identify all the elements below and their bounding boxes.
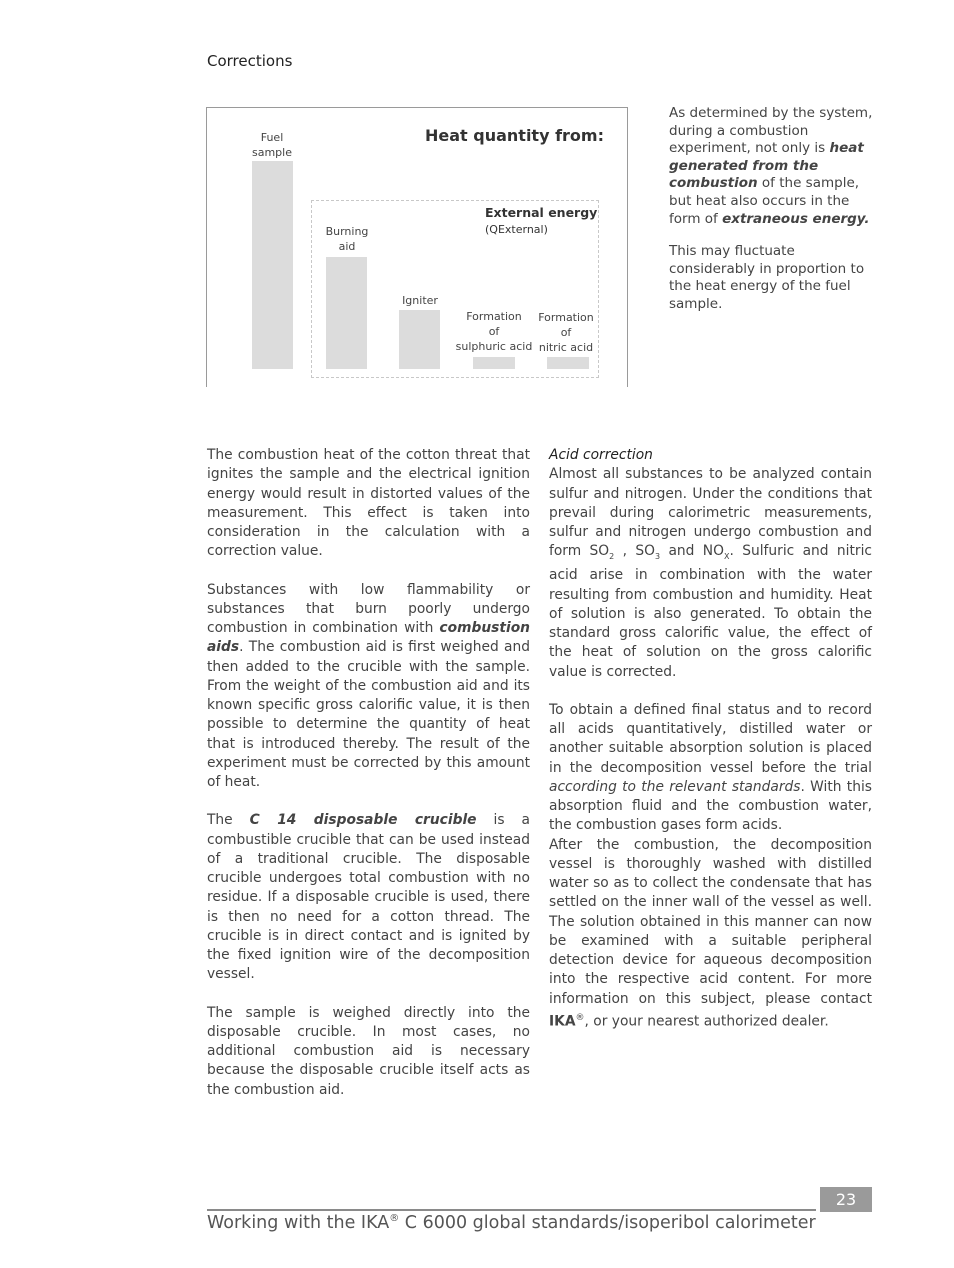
paragraph-absorption-solution: To obtain a defined final status and to record all acids quantitatively, distilled water or another suitable absorption solution is placed in the decomposition vessel before the trial according to the relevant standards. With this absorption fluid and the combustion water, the combustion gases form acids. [549,701,872,834]
external-energy-title: External energy [485,205,598,220]
bar-nitric-acid [547,357,589,369]
side-note [669,105,879,329]
right-column [549,446,872,1051]
paragraph-disposable-crucible: The C 14 disposable crucible is a combustible crucible that can be used instead of a traditional crucible. The disposable crucible undergoes total combustion with no residue. If a disposable crucible is used, there is then no need for a cotton thread. The crucible is in direct contact and is ignited by the fixed ignition wire of the decomposition vessel. [207,812,531,983]
footer-rule [207,1209,816,1211]
bar-label-sulphuric-acid: Formation of sulphuric acid [455,310,533,353]
figure-title: Heat quantity from: [425,126,604,145]
bar-igniter [399,310,440,369]
bar-sulphuric-acid [473,357,515,369]
side-note-paragraph-2: This may fluctuate considerably in proportion to the heat energy of the fuel sample. [669,243,865,312]
paragraph-washing: After the combustion, the decomposition vessel is thoroughly washed with distilled water so as to collect the condensate that has settled on the inner wall of the vessel as well. The solution obtained in this manner can now be examined with a suitable peripheral detection device for aqueous decomposition into the respective acid content. For more information on this subject, please contact IKA®, or your nearest authorized dealer. [549,836,872,1030]
bar-burning-aid [326,257,367,369]
external-energy-subtitle: (QExternal) [485,223,548,236]
page-number: 23 [820,1187,872,1212]
bar-fuel-sample [252,161,293,369]
paragraph-acid-formation: Almost all substances to be analyzed contain sulfur and nitrogen. Under the conditions that prevail during calorimetric measurements, sulfur and nitrogen undergo combustion and form $SO_2$ , $SO_3$ and $NO_X$. Sulfuric and nitric acid arise in combination with the water resulting from combustion and humidity. Heat of solution is also generated. To obtain the standard gross calorific value, the effect of the heat of solution on the gross calorific value is corrected. [549,466,873,680]
section-title: Corrections [207,52,293,70]
bar-label-igniter: Igniter [402,294,438,307]
paragraph-cotton-thread: The combustion heat of the cotton threat that ignites the sample and the electrical ignition energy would result in distorted values of the measurement. This effect is taken into consideration in the calculation with a correction value. [207,447,530,560]
bar-label-fuel-sample: Fuel sample [252,131,292,159]
paragraph-sample-weighing: The sample is weighed directly into the disposable crucible. In most cases, no additional combustion aid is necessary because the disposable crucible itself acts as the combustion aid. [207,1004,530,1098]
heat-quantity-figure [206,107,628,387]
left-column [207,446,530,1119]
footer-title: Working with the IKA® C 6000 global standards/isoperibol calorimeter [207,1213,816,1233]
side-note-paragraph-1: As determined by the system, during a combustion experiment, not only is heat generated from the combustion of the sample, but heat also occurs in the form of extraneous energy. [669,105,873,227]
acid-correction-heading: Acid correction [549,447,653,463]
bar-label-nitric-acid: Formation of nitric acid [538,311,594,354]
bar-label-burning-aid: Burning aid [325,225,369,253]
paragraph-combustion-aids: Substances with low flammability or substances that burn poorly undergo combustion in combination with combustion aids. The combustion aid is first weighed and then added to the crucible with the sample. From the weight of the combustion aid and its known specific gross calorific value, it is then possible to determine the quantity of heat that is introduced thereby. The result of the experiment must be corrected by this amount of heat. [207,581,530,790]
